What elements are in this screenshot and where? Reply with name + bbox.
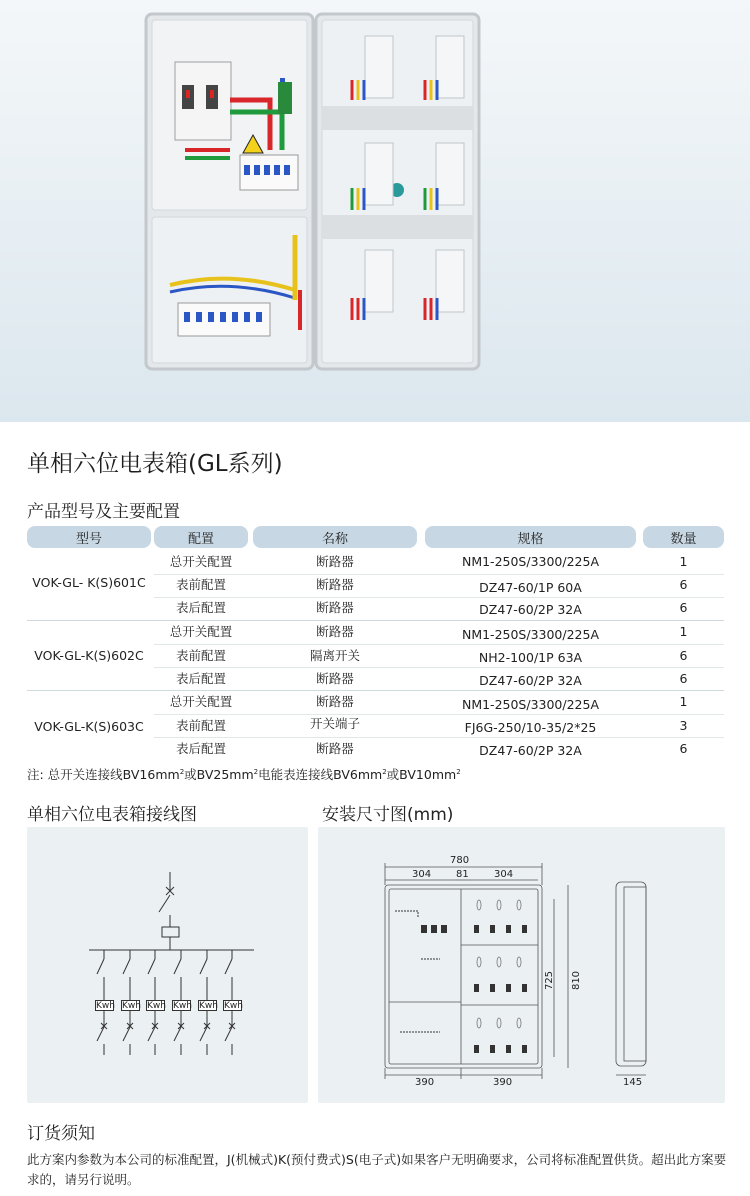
row-divider (154, 737, 724, 738)
qty-cell: 6 (679, 741, 688, 756)
wire-segment (200, 959, 207, 974)
wire-segment (123, 959, 130, 974)
config-cell: 表前配置 (175, 718, 226, 733)
dim-total-width: 780 (450, 855, 470, 866)
kwh-label: Kwh (224, 1001, 243, 1011)
config-cell: 总开关配置 (169, 624, 233, 639)
name-cell: 断路器 (316, 694, 354, 709)
table-note (27, 765, 461, 783)
dim-gap: 81 (456, 869, 469, 880)
qty-cell: 1 (679, 694, 688, 709)
qty-cell: 3 (679, 718, 688, 733)
table-header-config: 配置 (154, 526, 248, 548)
kwh-label: Kwh (199, 1001, 218, 1011)
note-prefix: 注: 总开关连接线BV16mm (27, 767, 180, 782)
name-cell: 断路器 (316, 577, 354, 592)
dim-inner-height: 725 (544, 970, 556, 991)
row-divider (154, 667, 724, 668)
table-header-name: 名称 (253, 526, 417, 548)
order-notice-text: 此方案内参数为本公司的标准配置，J(机械式)K(预付费式)S(电子式)如果客户无明确要求，公司将标准配置供货。超出此方案要求的，请另行说明。 (27, 1152, 727, 1187)
config-cell: 表前配置 (175, 648, 226, 663)
spec-cell: NM1-250S/3300/225A (461, 697, 600, 712)
name-cell: 隔离开关 (309, 648, 360, 663)
config-section-title: 产品型号及主要配置 (27, 502, 180, 522)
table-header-spec: 规格 (425, 526, 636, 548)
name-cell: 断路器 (316, 624, 354, 639)
dim-depth: 145 (623, 1077, 643, 1088)
model-cell: VOK-GL-K(S)603C (34, 719, 144, 734)
note-sup: 2 (456, 767, 461, 776)
qty-cell: 6 (679, 671, 688, 686)
meter-box-illustration (0, 0, 750, 422)
dim-bottom-right: 390 (493, 1077, 513, 1088)
dimension-drawing (318, 827, 725, 1103)
wire-segment (225, 959, 232, 974)
wire-segment (174, 1027, 181, 1041)
wiring-diagram (27, 827, 308, 1103)
name-cell: 断路器 (316, 554, 354, 569)
row-divider (154, 644, 724, 645)
wire-segment (123, 1027, 130, 1041)
dim-bottom-left: 390 (415, 1077, 435, 1088)
wire-segment (97, 1027, 104, 1041)
order-notice-title: 订货须知 (27, 1124, 95, 1144)
row-divider (154, 574, 724, 575)
config-cell: 表后配置 (175, 671, 226, 686)
wire-segment (200, 1027, 207, 1041)
group-divider (27, 690, 724, 691)
table-header-qty: 数量 (643, 526, 724, 548)
spec-cell: DZ47-60/2P 32A (479, 743, 582, 758)
dim-total-height: 810 (571, 970, 583, 991)
spec-cell: DZ47-60/2P 32A (479, 673, 582, 688)
product-photo (0, 0, 750, 422)
wire-segment (148, 959, 155, 974)
name-cell: 断路器 (316, 600, 354, 615)
spec-cell: NH2-100/1P 63A (478, 650, 583, 665)
config-cell: 总开关配置 (169, 554, 233, 569)
spec-cell: FJ6G-250/10-35/2*25 (464, 720, 597, 735)
config-cell: 表前配置 (175, 577, 226, 592)
dimension-drawing-title: 安装尺寸图(mm) (322, 805, 454, 825)
spec-cell: DZ47-60/2P 32A (479, 602, 582, 617)
model-cell: VOK-GL-K(S)602C (34, 648, 144, 663)
name-cell: 开关端子 (309, 716, 360, 731)
dim-right-width: 304 (494, 869, 514, 880)
kwh-label: Kwh (173, 1001, 192, 1011)
dimension-drawing-panel (318, 827, 725, 1103)
kwh-label: Kwh (96, 1001, 115, 1011)
row-divider (154, 597, 724, 598)
wire-segment (97, 959, 104, 974)
wiring-diagram-title: 单相六位电表箱接线图 (27, 805, 197, 825)
wire-segment (174, 959, 181, 974)
table-header-model: 型号 (27, 526, 151, 548)
config-cell: 表后配置 (175, 741, 226, 756)
wire-segment (148, 1027, 155, 1041)
qty-cell: 6 (679, 600, 688, 615)
name-cell: 断路器 (316, 741, 354, 756)
kwh-label: Kwh (122, 1001, 141, 1011)
wiring-diagram-panel (27, 827, 308, 1103)
name-cell: 断路器 (316, 671, 354, 686)
kwh-label: Kwh (147, 1001, 166, 1011)
note-part-c: 或BV10mm (386, 767, 457, 782)
spec-cell: NM1-250S/3300/225A (461, 554, 600, 569)
qty-cell: 1 (679, 624, 688, 639)
model-cell: VOK-GL- K(S)601C (32, 575, 146, 590)
group-divider (27, 620, 724, 621)
note-part-a: 或BV25mm (184, 767, 254, 782)
note-sup: 2 (179, 767, 185, 776)
config-cell: 表后配置 (175, 600, 226, 615)
spec-cell: NM1-250S/3300/225A (461, 627, 600, 642)
note-part-b: 电能表连接线BV6mm (258, 767, 383, 782)
spec-cell: DZ47-60/1P 60A (479, 580, 582, 595)
qty-cell: 6 (679, 577, 688, 592)
product-title: 单相六位电表箱(GL系列) (27, 451, 283, 477)
config-cell: 总开关配置 (169, 694, 233, 709)
row-divider (154, 714, 724, 715)
note-sup: 2 (382, 767, 387, 776)
qty-cell: 1 (679, 554, 688, 569)
dim-left-width: 304 (412, 869, 432, 880)
wire-segment (225, 1027, 232, 1041)
note-sup: 2 (253, 767, 259, 776)
qty-cell: 6 (679, 648, 688, 663)
